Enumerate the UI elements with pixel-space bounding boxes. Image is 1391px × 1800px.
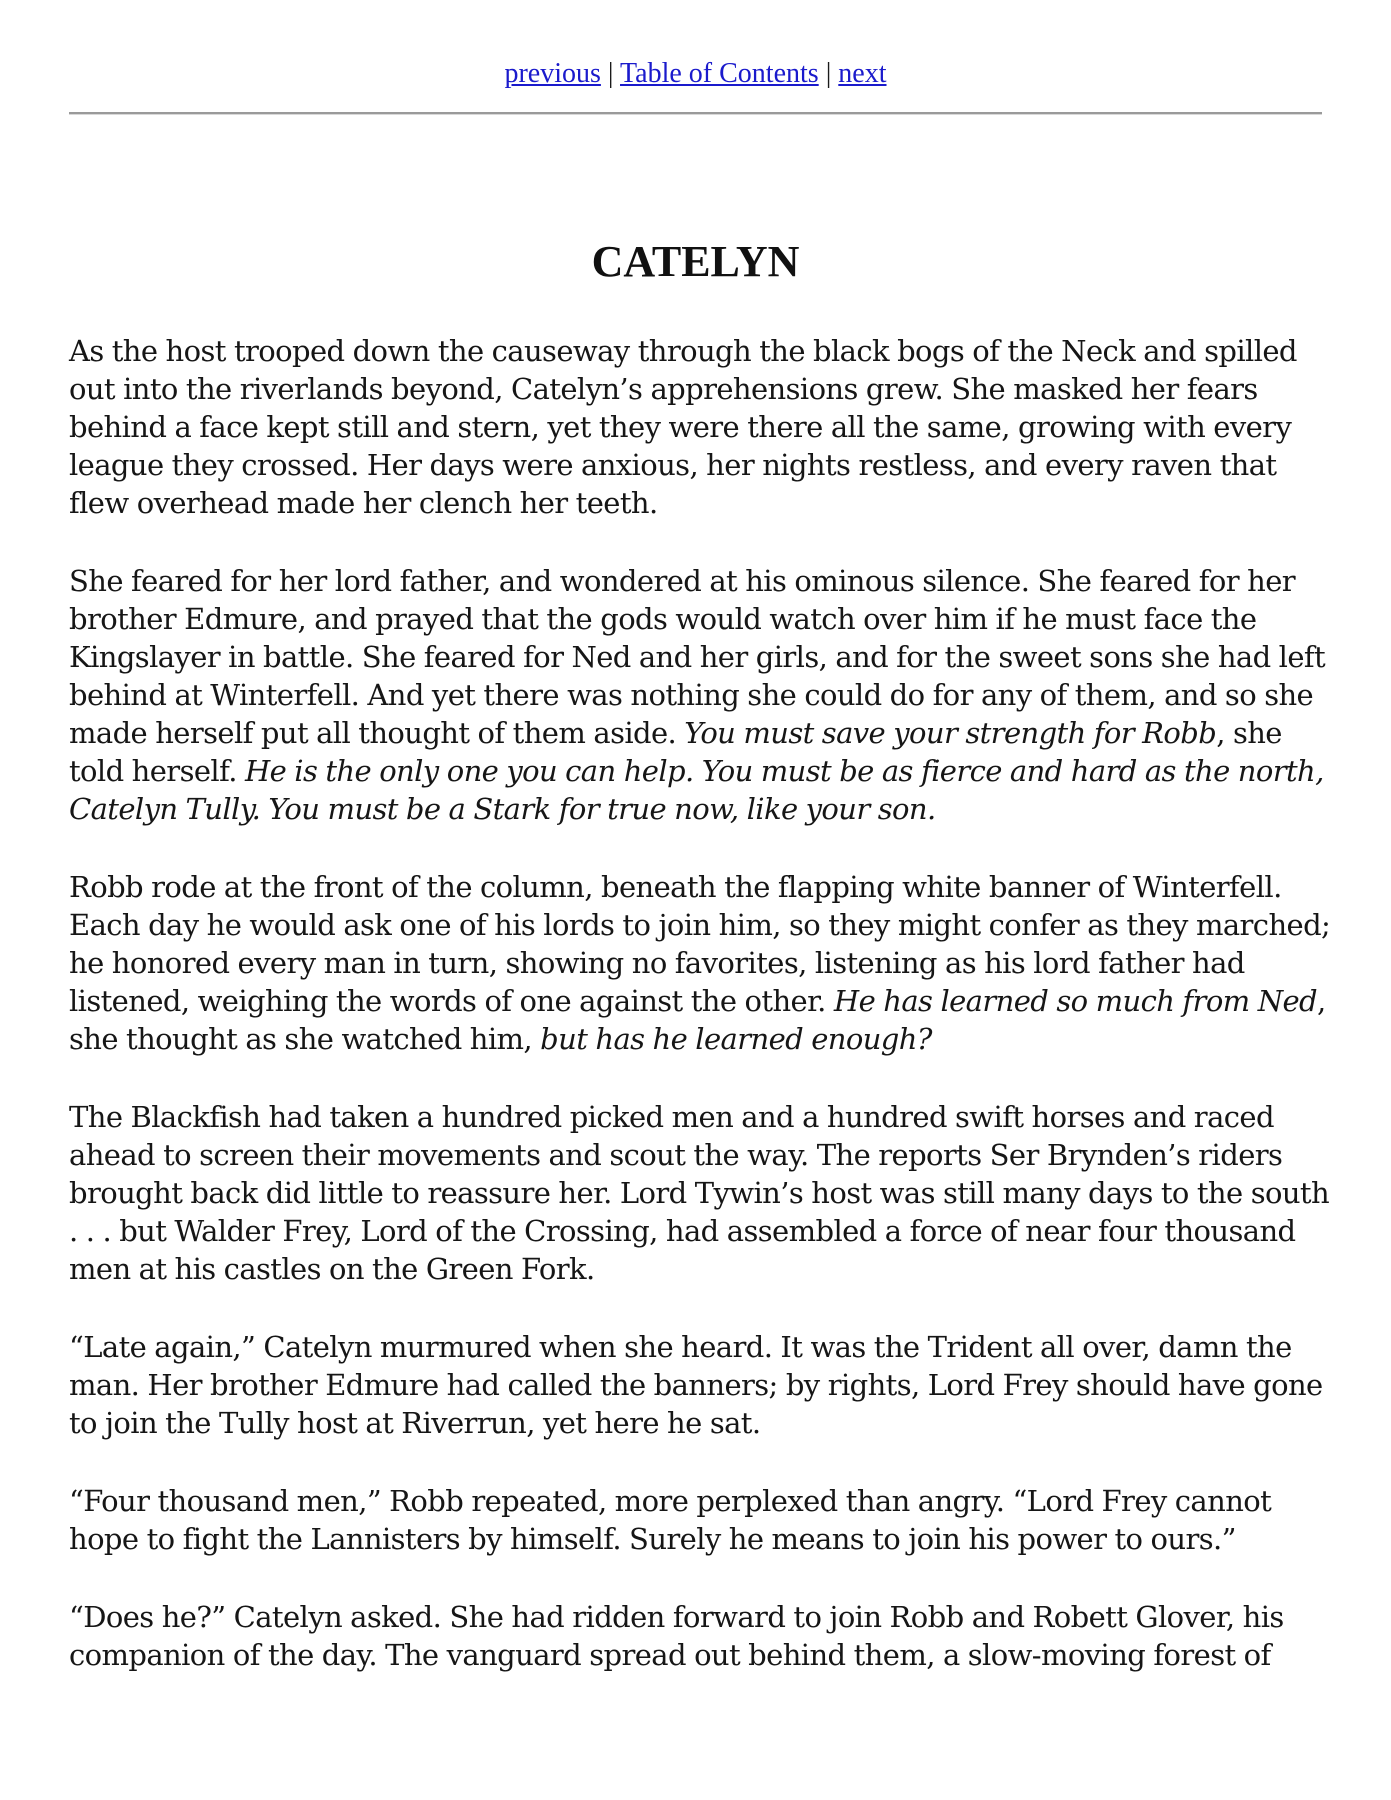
paragraph-text: Robb rode at the front of the column, beneath the flapping white banner of Winterfell. Each day he would ask one of his lords to join him, so they might confer as they marched; he honored every man in turn, showing no favorites, listening as his lord father had listened, weighing the words of one against the other.	[69, 870, 1331, 1018]
chapter-title: CATELYN	[591, 237, 800, 286]
nav-separator: |	[818, 58, 839, 89]
chapter-body	[69, 332, 1337, 1714]
table-of-contents-link[interactable]: Table of Contents	[620, 58, 819, 89]
paragraph	[69, 562, 1337, 828]
paragraph: The Blackfish had taken a hundred picked men and a hundred swift horses and raced ahead to screen their movements and scout the way. The reports Ser Brynden’s riders brought back did little to reassure her. Lord Tywin’s host was still many days to the south . . . but Walder Frey, Lord of the Crossing, had assembled a force of near four thousand men at his castles on the Green Fork.	[69, 1100, 1330, 1286]
paragraph-text: , she told herself.	[69, 716, 1282, 788]
chapter-navigation	[0, 56, 1391, 92]
paragraph	[69, 868, 1337, 1058]
next-link[interactable]: next	[838, 58, 887, 89]
paragraph: As the host trooped down the causeway through the black bogs of the Neck and spilled out into the riverlands beyond, Catelyn’s apprehensions grew. She masked her fears behind a face kept still and stern, yet they were there all the same, growing with every league they crossed. Her days were anxious, her nights restless, and every raven that flew overhead made her clench her teeth.	[69, 334, 1297, 520]
previous-link[interactable]: previous	[504, 58, 601, 89]
italic-thought: You must save your strength for Robb	[684, 716, 1217, 750]
italic-thought: but has he learned enough?	[540, 1022, 932, 1056]
paragraph-text: She feared for her lord father, and wondered at his ominous silence. She feared for her brother Edmure, and prayed that the gods would watch over him if he must face the Kingslayer in battle. She feared for Ned and her girls, and for the sweet sons she had left behind at Winterfell. And yet there was nothing she could do for any of them, and so she made herself put all thought of them aside.	[69, 564, 1326, 750]
italic-thought: He is the only one you can help. You must be as fierce and hard as the north, Catelyn Tully. You must be a Stark for true now, like your son.	[69, 754, 1324, 826]
paragraph: “Does he?” Catelyn asked. She had ridden forward to join Robb and Robett Glover, his companion of the day. The vanguard spread out behind them, a slow-moving forest of	[69, 1600, 1284, 1672]
paragraph-text: , she thought as she watched him,	[69, 984, 1326, 1056]
paragraph: “Late again,” Catelyn murmured when she heard. It was the Trident all over, damn the man. Her brother Edmure had called the banners; by rights, Lord Frey should have gone to join the Tully host at Riverrun, yet here he sat.	[69, 1330, 1323, 1440]
italic-thought: He has learned so much from Ned	[833, 984, 1318, 1018]
horizontal-rule	[69, 112, 1322, 115]
nav-separator: |	[600, 58, 621, 89]
paragraph: “Four thousand men,” Robb repeated, more perplexed than angry. “Lord Frey cannot hope to fight the Lannisters by himself. Surely he means to join his power to ours.”	[69, 1484, 1272, 1556]
